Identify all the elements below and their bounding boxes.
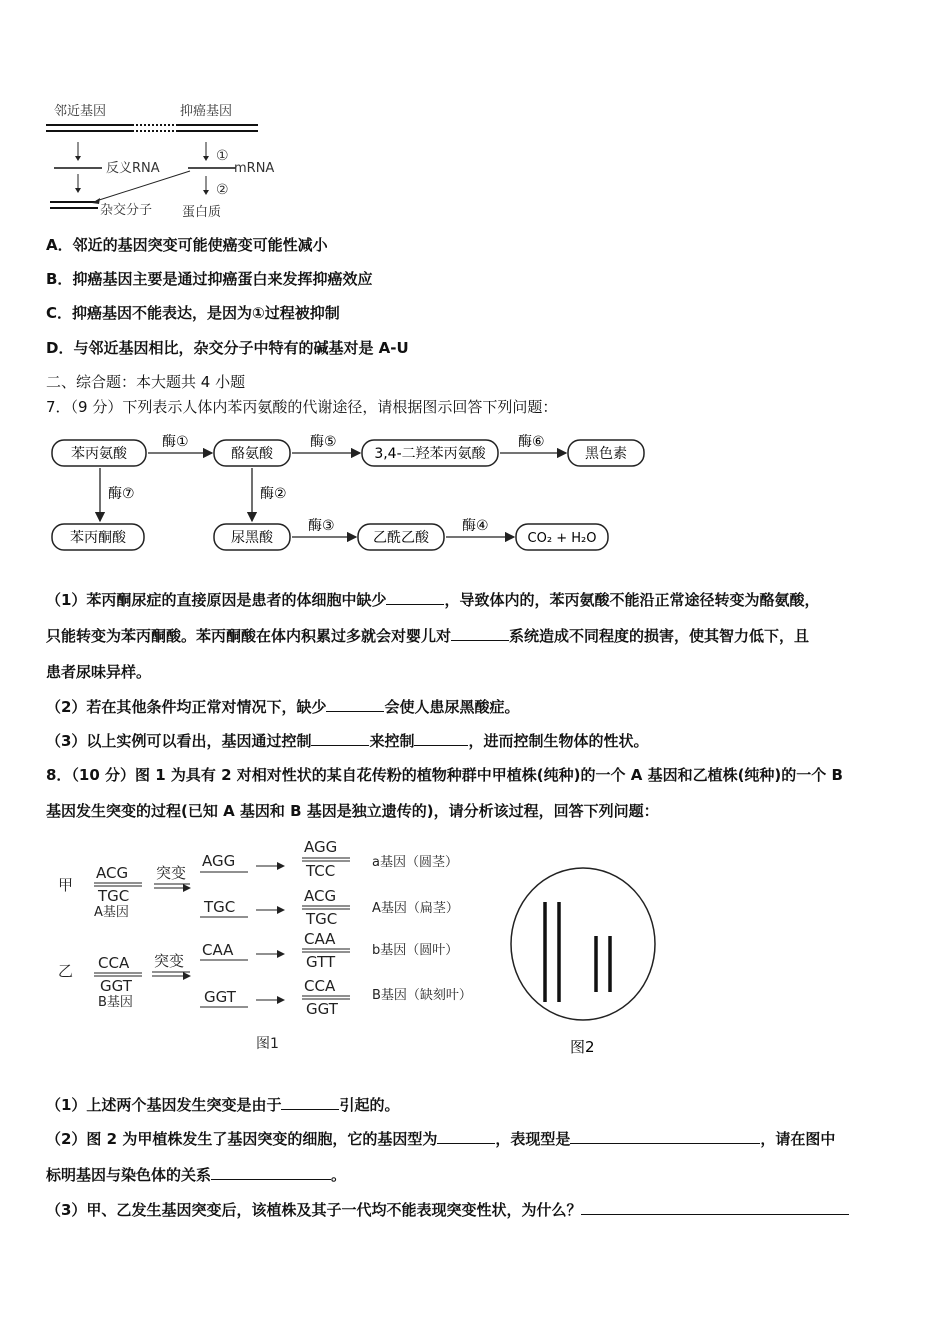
svg-text:3,4-二羟苯丙氨酸: 3,4-二羟苯丙氨酸 xyxy=(374,446,486,462)
jia-r1-bottom: TCC xyxy=(306,862,336,880)
q7-p2: （2）若在其他条件均正常对情况下，缺少 会使人患尿黑酸症。 xyxy=(46,698,520,716)
box-phenylalanine xyxy=(52,440,146,466)
jia-r2-top: ACG xyxy=(304,887,337,905)
jia-mutation-label: 突变 xyxy=(156,864,187,882)
answer-blank[interactable] xyxy=(451,626,509,641)
yi-r1-bottom: GTT xyxy=(306,953,336,971)
q8-p3: （3）甲、乙发生基因突变后，该植株及其子一代均不能表现突变性状，为什么？ xyxy=(46,1200,849,1220)
answer-blank[interactable] xyxy=(570,1129,760,1144)
q7-stem: 7．（9 分）下列表示人体内苯丙氨酸的代谢途径，请根据图示回答下列问题： xyxy=(46,398,558,416)
q7-p1-line3: 患者尿味异样。 xyxy=(46,663,152,681)
yi-top-strand: CCA xyxy=(98,954,130,972)
option-c-text: 抑癌基因不能表达，是因为①过程被抑制 xyxy=(72,304,340,322)
option-a xyxy=(46,235,328,255)
q8-stem-line1: 8．（10 分）图 1 为具有 2 对相对性状的某自花传粉的植物种群中甲植株(纯种)的一个 A 基因和乙植株(纯种)的一个 B xyxy=(46,766,843,784)
figure1-caption: 图1 xyxy=(256,1036,279,1052)
yi-r2-bottom: GGT xyxy=(306,1000,338,1018)
q8-stem-line2: 基因发生突变的过程(已知 A 基因和 B 基因是独立遗传的)，请分析该过程，回答下列问题： xyxy=(46,802,659,820)
yi-mutation-label: 突变 xyxy=(154,952,185,970)
antisense-rna-figure xyxy=(40,98,300,222)
enzyme-1: 酶① xyxy=(162,434,189,450)
box-dopa xyxy=(362,440,498,466)
option-b-text: 抑癌基因主要是通过抑癌蛋白来发挥抑癌效应 xyxy=(72,270,373,288)
step1-label: ① xyxy=(216,148,229,164)
svg-text:乙酰乙酸: 乙酰乙酸 xyxy=(373,530,429,546)
q7-p3: （3）以上实例可以看出，基因通过控制 来控制 ，进而控制生物体的性状。 xyxy=(46,732,649,750)
box-co2-h2o xyxy=(516,524,608,550)
figure1-mutation xyxy=(50,834,510,1056)
figure2-cell[interactable] xyxy=(506,862,662,1062)
step2-label: ② xyxy=(216,182,229,198)
answer-blank[interactable] xyxy=(281,1095,339,1110)
q8-p2-line2: 标明基因与染色体的关系 。 xyxy=(46,1166,347,1184)
yi-bottom-strand: GGT xyxy=(100,977,132,995)
jia-r2-bottom: TGC xyxy=(306,910,338,928)
enzyme-3: 酶③ xyxy=(308,518,335,534)
option-b xyxy=(46,269,372,289)
yi-label: 乙 xyxy=(58,962,74,980)
enzyme-6: 酶⑥ xyxy=(518,434,545,450)
jia-mut-strand2: TGC xyxy=(204,898,236,916)
q7-p1-line2: 只能转变为苯丙酮酸。苯丙酮酸在体内积累过多就会对婴儿对 系统造成不同程度的损害，使其智力低下，且 xyxy=(46,627,810,645)
yi-mut-strand1: CAA xyxy=(202,941,234,959)
enzyme-2: 酶② xyxy=(260,486,287,502)
metabolic-pathway-diagram xyxy=(48,424,658,558)
suppressor-gene-label: 抑癌基因 xyxy=(180,104,233,119)
jia-r1-top: AGG xyxy=(304,838,338,856)
jia-result2: A基因（扁茎） xyxy=(372,901,459,916)
yi-gene-label: B基因 xyxy=(98,995,133,1010)
enzyme-4: 酶④ xyxy=(462,518,489,534)
answer-blank[interactable] xyxy=(386,590,444,605)
yi-result1: b基因（圆叶） xyxy=(372,943,459,958)
option-a-letter: A． xyxy=(46,236,73,254)
box-melanin xyxy=(568,440,644,466)
answer-blank[interactable] xyxy=(326,697,384,712)
option-d-text: 与邻近基因相比，杂交分子中特有的碱基对是 A-U xyxy=(73,339,409,357)
answer-blank[interactable] xyxy=(437,1129,495,1144)
section-heading: 二、综合题：本大题共 4 小题 xyxy=(46,373,246,391)
neighbor-gene-label: 邻近基因 xyxy=(54,104,107,119)
cell-outline xyxy=(511,868,655,1020)
box-phenylpyruvate xyxy=(52,524,144,550)
enzyme-7: 酶⑦ xyxy=(108,486,135,502)
svg-text:苯丙氨酸: 苯丙氨酸 xyxy=(71,446,127,462)
answer-blank[interactable] xyxy=(211,1165,331,1180)
yi-mut-strand2: GGT xyxy=(204,988,236,1006)
box-homogentisate xyxy=(214,524,290,550)
q8-p1: （1）上述两个基因发生突变是由于 引起的。 xyxy=(46,1096,400,1114)
jia-gene-label: A基因 xyxy=(94,905,129,920)
hybrid-label: 杂交分子 xyxy=(100,203,153,218)
figure2-caption: 图2 xyxy=(570,1038,595,1056)
answer-blank[interactable] xyxy=(414,731,468,746)
option-c-letter: C． xyxy=(46,304,73,322)
svg-text:苯丙酮酸: 苯丙酮酸 xyxy=(70,530,126,546)
antisense-rna-label: 反义RNA xyxy=(106,161,160,176)
option-b-letter: B． xyxy=(46,270,73,288)
jia-label: 甲 xyxy=(58,876,74,894)
protein-label: 蛋白质 xyxy=(182,205,222,220)
jia-mut-strand1: AGG xyxy=(202,852,236,870)
box-tyrosine xyxy=(214,440,290,466)
option-d xyxy=(46,338,409,358)
jia-result1: a基因（圆茎） xyxy=(372,855,458,870)
yi-r2-top: CCA xyxy=(304,977,336,995)
enzyme-5: 酶⑤ xyxy=(310,434,337,450)
option-c xyxy=(46,303,340,323)
yi-result2: B基因（缺刻叶） xyxy=(372,988,472,1003)
svg-text:黑色素: 黑色素 xyxy=(585,446,627,462)
mrna-label: mRNA xyxy=(234,161,275,176)
option-d-letter: D． xyxy=(46,339,74,357)
q7-p1-line1: （1）苯丙酮尿症的直接原因是患者的体细胞中缺少 ，导致体内的，苯丙氨酸不能沿正常途径转变为酪氨酸， xyxy=(46,591,820,609)
answer-blank[interactable] xyxy=(581,1200,849,1215)
box-acetoacetate xyxy=(358,524,444,550)
option-a-text: 邻近的基因突变可能使癌变可能性减小 xyxy=(72,236,328,254)
jia-top-strand: ACG xyxy=(96,864,129,882)
jia-bottom-strand: TGC xyxy=(98,887,130,905)
svg-text:酪氨酸: 酪氨酸 xyxy=(231,446,273,462)
svg-text:CO₂ + H₂O: CO₂ + H₂O xyxy=(527,531,597,546)
q8-p2-line1: （2）图 2 为甲植株发生了基因突变的细胞，它的基因型为 ，表现型是 ，请在图中 xyxy=(46,1130,836,1148)
svg-text:尿黑酸: 尿黑酸 xyxy=(231,530,273,546)
yi-r1-top: CAA xyxy=(304,930,336,948)
answer-blank[interactable] xyxy=(311,731,369,746)
